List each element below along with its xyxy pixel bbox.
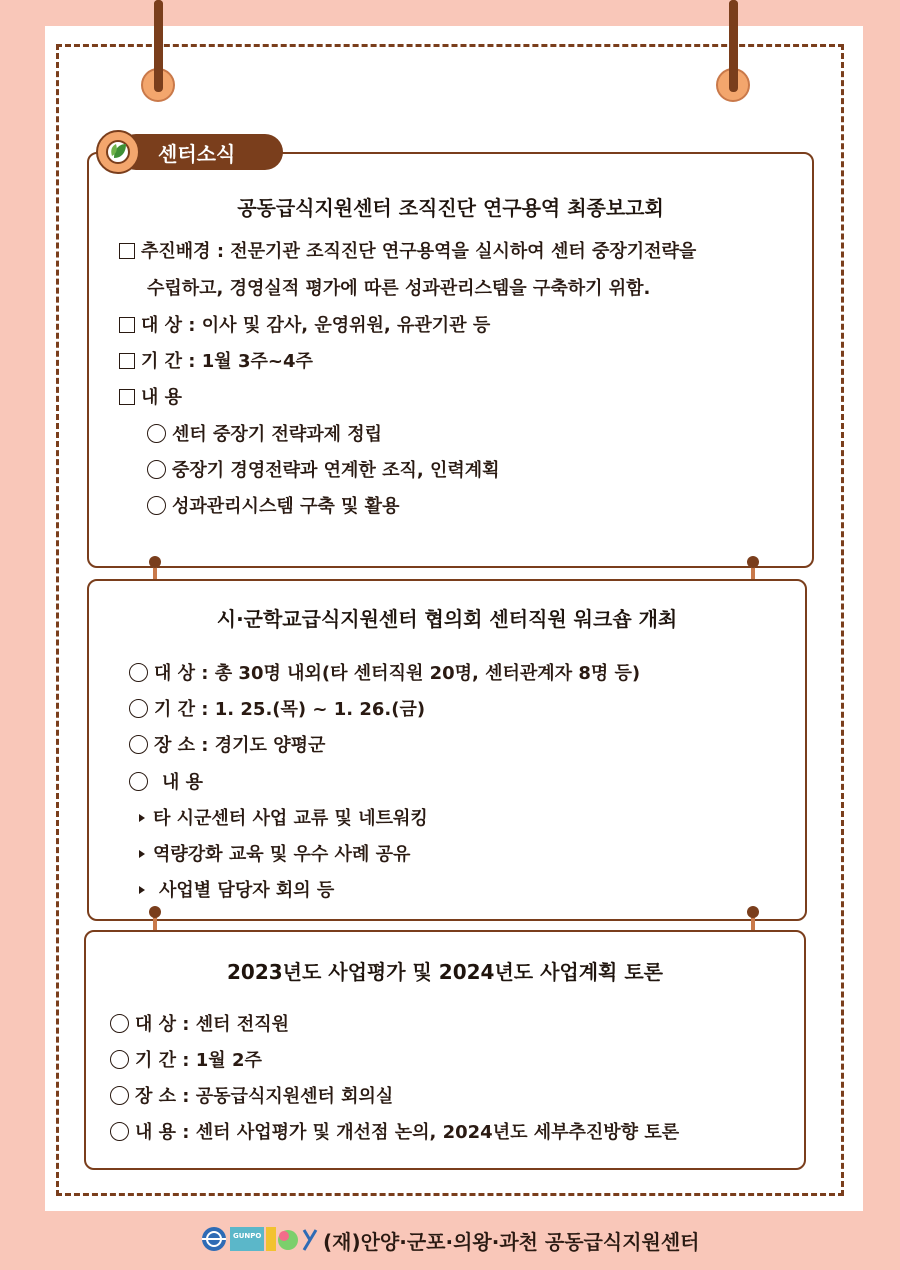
circle-bullet-icon bbox=[129, 735, 148, 754]
report-content-label-text: 내 용 bbox=[141, 387, 183, 408]
workshop-content-label-text: 내 용 bbox=[162, 772, 204, 793]
link-dot bbox=[747, 906, 759, 918]
workshop-item-text: 역량강화 교육 및 우수 사례 공유 bbox=[153, 844, 411, 865]
workshop-place bbox=[129, 731, 325, 757]
workshop-target bbox=[129, 659, 640, 685]
discussion-content bbox=[110, 1118, 679, 1144]
workshop-content-label bbox=[129, 768, 203, 794]
report-background-text: 추진배경 : 전문기관 조직진단 연구용역을 실시하여 센터 중장기전략을 bbox=[141, 241, 697, 262]
checkbox-icon bbox=[119, 353, 135, 369]
link-dot bbox=[747, 556, 759, 568]
circle-bullet-icon bbox=[129, 699, 148, 718]
card-report bbox=[87, 152, 814, 568]
discussion-content-text: 내 용 : 센터 사업평가 및 개선점 논의, 2024년도 세부추진방향 토론 bbox=[135, 1122, 680, 1143]
discussion-period bbox=[110, 1046, 262, 1072]
discussion-target-text: 대 상 : 센터 전직원 bbox=[135, 1014, 289, 1035]
card-discussion bbox=[84, 930, 806, 1170]
workshop-period-text: 기 간 : 1. 25.(목) ~ 1. 26.(금) bbox=[154, 699, 426, 720]
report-background-line1 bbox=[119, 237, 696, 263]
circle-bullet-icon bbox=[110, 1122, 129, 1141]
report-item-text: 센터 중장기 전략과제 정립 bbox=[172, 424, 383, 445]
discussion-period-text: 기 간 : 1월 2주 bbox=[135, 1050, 262, 1071]
report-target-text: 대 상 : 이사 및 감사, 운영위원, 유관기관 등 bbox=[141, 315, 491, 336]
footer bbox=[0, 1220, 900, 1256]
report-item-text: 성과관리시스템 구축 및 활용 bbox=[172, 496, 400, 517]
report-item-text: 중장기 경영전략과 연계한 조직, 인력계획 bbox=[172, 460, 500, 481]
card-workshop-title: 시·군학교급식지원센터 협의회 센터직원 워크숍 개최 bbox=[216, 607, 678, 631]
report-item bbox=[147, 456, 500, 482]
checkbox-icon bbox=[119, 317, 135, 333]
card-report-title: 공동급식지원센터 조직진단 연구용역 최종보고회 bbox=[237, 196, 664, 220]
hanging-string-right-front bbox=[729, 0, 738, 92]
circle-bullet-icon bbox=[110, 1014, 129, 1033]
workshop-item bbox=[139, 840, 410, 866]
circle-bullet-icon bbox=[147, 496, 166, 515]
workshop-item-text: 사업별 담당자 회의 등 bbox=[159, 880, 335, 901]
discussion-place-text: 장 소 : 공동급식지원센터 회의실 bbox=[135, 1086, 394, 1107]
discussion-place bbox=[110, 1082, 393, 1108]
report-content-label bbox=[119, 383, 182, 409]
circle-bullet-icon bbox=[147, 460, 166, 479]
report-period bbox=[119, 347, 313, 373]
report-background-line2: 수립하고, 경영실적 평가에 따른 성과관리스템을 구축하기 위함. bbox=[147, 278, 651, 299]
circle-bullet-icon bbox=[129, 772, 148, 791]
footer-org-name: (재)안양·군포·의왕·과천 공동급식지원센터 bbox=[323, 1230, 700, 1254]
checkbox-icon bbox=[119, 389, 135, 405]
hanging-string-left-front bbox=[154, 0, 163, 92]
leaf-icon bbox=[96, 130, 140, 174]
report-item bbox=[147, 420, 382, 446]
workshop-period bbox=[129, 695, 425, 721]
report-target bbox=[119, 311, 490, 337]
link-dot bbox=[149, 556, 161, 568]
link-dot bbox=[149, 906, 161, 918]
circle-bullet-icon bbox=[110, 1050, 129, 1069]
report-period-text: 기 간 : 1월 3주~4주 bbox=[141, 351, 313, 372]
card-workshop bbox=[87, 579, 807, 921]
workshop-item bbox=[139, 876, 334, 902]
footer-logo-text: GUNPO bbox=[233, 1232, 262, 1240]
discussion-target bbox=[110, 1010, 289, 1036]
report-item bbox=[147, 492, 399, 518]
workshop-target-text: 대 상 : 총 30명 내외(타 센터직원 20명, 센터관계자 8명 등) bbox=[154, 663, 641, 684]
workshop-item bbox=[139, 804, 428, 830]
triangle-bullet-icon bbox=[139, 814, 145, 822]
circle-bullet-icon bbox=[129, 663, 148, 682]
workshop-item-text: 타 시군센터 사업 교류 및 네트워킹 bbox=[153, 808, 428, 829]
checkbox-icon bbox=[119, 243, 135, 259]
circle-bullet-icon bbox=[110, 1086, 129, 1105]
badge-label: 센터소식 bbox=[158, 142, 236, 166]
workshop-place-text: 장 소 : 경기도 양평군 bbox=[154, 735, 326, 756]
triangle-bullet-icon bbox=[139, 850, 145, 858]
circle-bullet-icon bbox=[147, 424, 166, 443]
triangle-bullet-icon bbox=[139, 886, 145, 894]
section-badge bbox=[96, 130, 284, 172]
card-discussion-title: 2023년도 사업평가 및 2024년도 사업계획 토론 bbox=[227, 960, 663, 984]
